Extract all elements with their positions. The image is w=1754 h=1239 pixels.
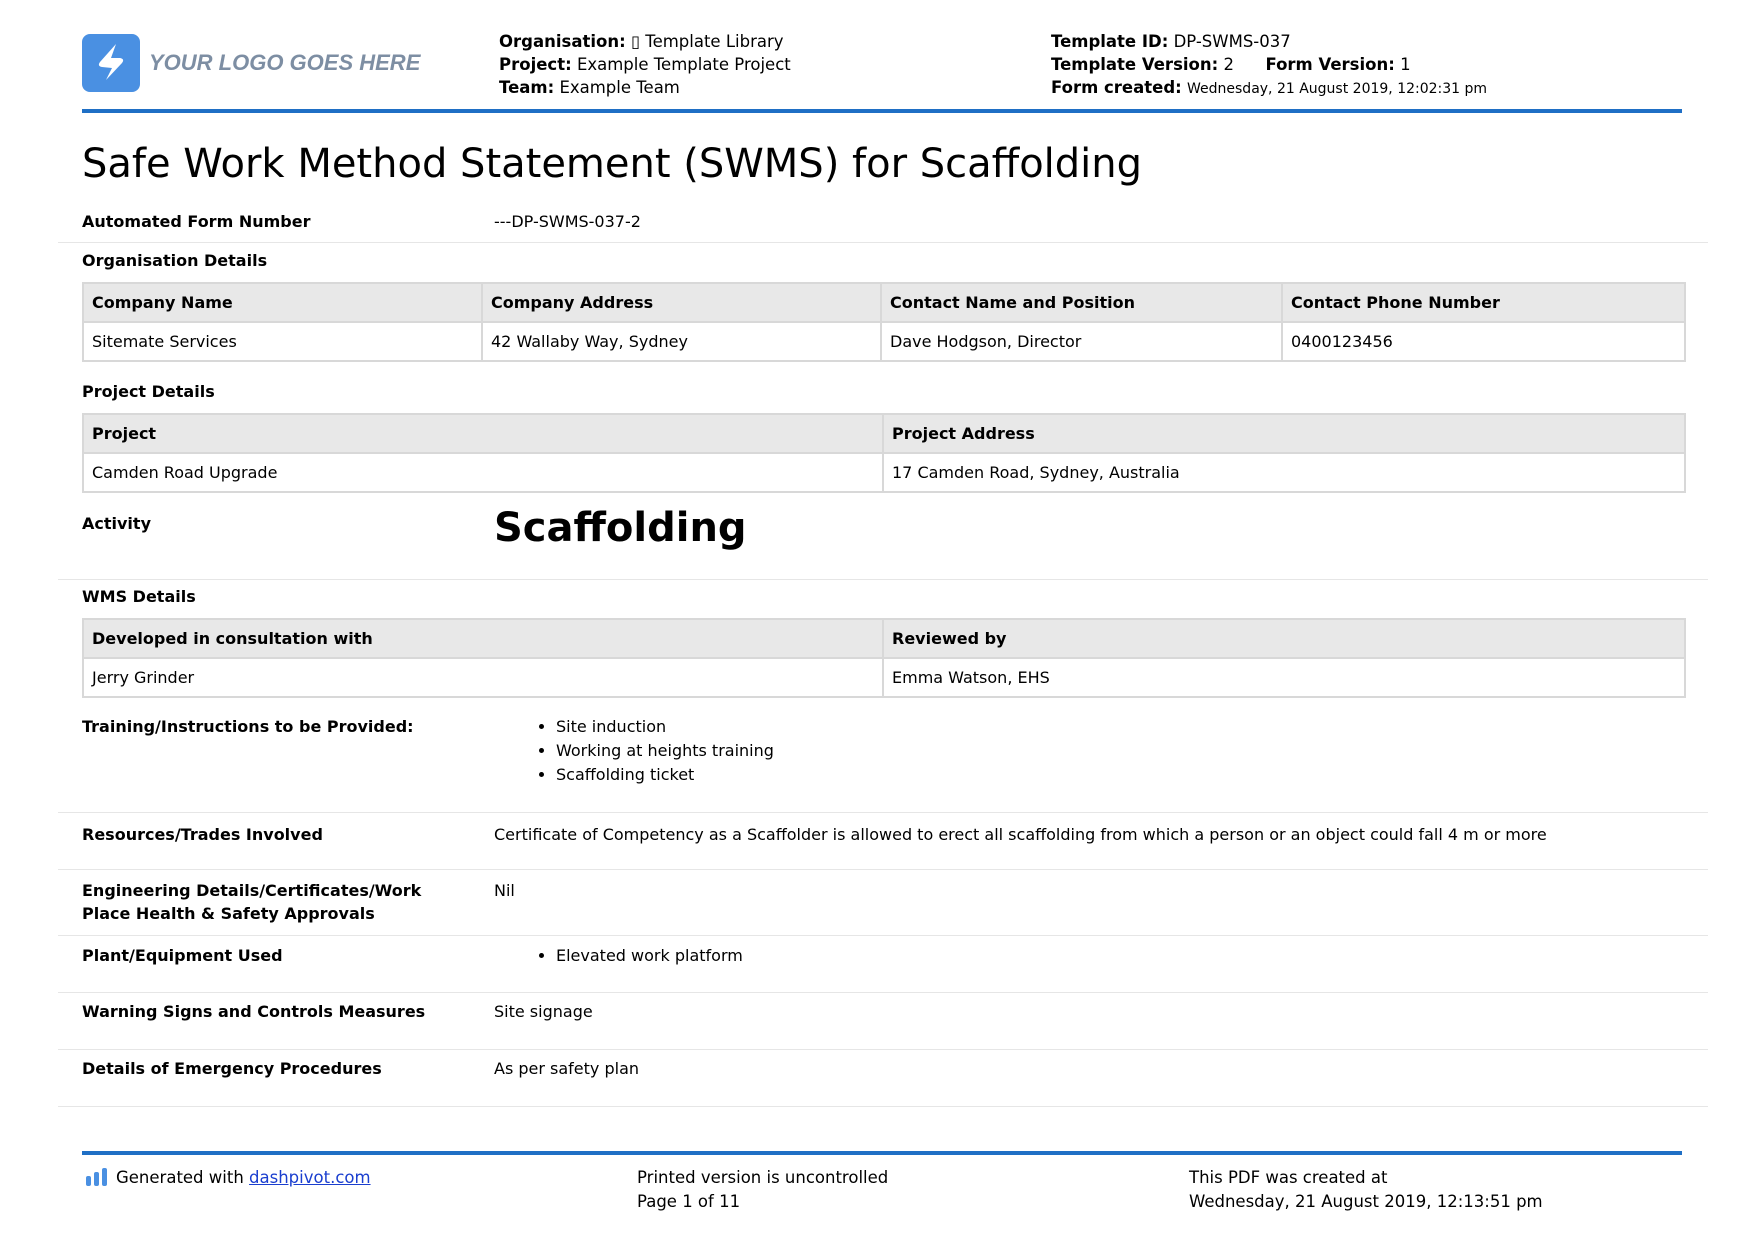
form-number-row [58,208,1708,243]
template-version-value: 2 [1223,55,1234,74]
footer-print-info [637,1166,888,1214]
plant-label: Plant/Equipment Used [82,946,283,965]
list-item: • Site induction [556,715,774,739]
warning-row [58,993,1708,1050]
engineering-label [82,879,421,925]
table-header-row [83,283,1685,322]
engineering-value: Nil [494,881,515,900]
contact-name-value: Dave Hodgson, Director [881,322,1282,361]
activity-label: Activity [82,514,151,533]
company-name-value: Sitemate Services [83,322,482,361]
logo-text: YOUR LOGO GOES HERE [149,50,421,75]
activity-row [58,505,1708,580]
reviewed-by-value: Emma Watson, EHS [883,658,1685,697]
generated-prefix: Generated with [116,1168,244,1187]
form-created-value: Wednesday, 21 August 2019, 12:02:31 pm [1187,81,1488,97]
document-header [82,28,1682,108]
project-value: Example Template Project [576,55,791,74]
page-number: Page 1 of 11 [637,1192,741,1211]
organisation-icon: ▯ [630,32,641,51]
project-details-table [82,413,1686,493]
resources-value: Certificate of Competency as a Scaffolder is allowed to erect all scaffolding from which a person or an object could fall 4 m or more [494,825,1547,844]
header-template-info [1051,30,1487,101]
organisation-label: Organisation: [499,32,626,51]
project-value: Camden Road Upgrade [83,453,883,492]
training-label: Training/Instructions to be Provided: [82,717,414,736]
list-item: • Scaffolding ticket [556,763,774,787]
header-divider [82,109,1682,113]
developed-with-header: Developed in consultation with [83,619,883,658]
activity-value: Scaffolding [494,505,747,551]
engineering-row [58,870,1708,936]
company-address-header: Company Address [482,283,881,322]
printed-line: Printed version is uncontrolled [637,1168,889,1187]
company-address-value: 42 Wallaby Way, Sydney [482,322,881,361]
form-created-label: Form created: [1051,78,1182,97]
organisation-details-label: Organisation Details [82,251,268,270]
contact-phone-header: Contact Phone Number [1282,283,1685,322]
table-row [83,453,1685,492]
plant-row [58,936,1708,993]
table-header-row [83,619,1685,658]
project-header: Project [83,414,883,453]
project-address-header: Project Address [883,414,1685,453]
created-line2: Wednesday, 21 August 2019, 12:13:51 pm [1189,1192,1543,1211]
resources-row [58,813,1708,870]
engineering-label-line1: Engineering Details/Certificates/Work [82,881,422,900]
form-version-value: 1 [1400,55,1411,74]
organisation-details-table [82,282,1686,362]
project-label: Project: [499,55,572,74]
resources-label: Resources/Trades Involved [82,825,323,844]
logo-icon [82,34,140,92]
form-number-value: ---DP-SWMS-037-2 [494,212,641,231]
header-organisation-info [499,30,791,99]
contact-phone-value: 0400123456 [1282,322,1685,361]
template-id-value: DP-SWMS-037 [1173,32,1291,51]
table-row [83,322,1685,361]
plant-list [516,944,743,968]
form-number-label: Automated Form Number [82,212,311,231]
table-row [83,658,1685,697]
emergency-label: Details of Emergency Procedures [82,1059,382,1078]
dashpivot-icon [86,1168,108,1193]
page-title: Safe Work Method Statement (SWMS) for Scaffolding [82,141,1143,187]
project-address-value: 17 Camden Road, Sydney, Australia [883,453,1685,492]
table-header-row [83,414,1685,453]
company-name-header: Company Name [83,283,482,322]
training-row [58,712,1708,813]
emergency-row [58,1050,1708,1107]
list-item: • Working at heights training [556,739,774,763]
project-details-label: Project Details [82,382,215,401]
organisation-value: Template Library [645,32,784,51]
team-label: Team: [499,78,555,97]
footer-generated [86,1166,371,1193]
warning-label: Warning Signs and Controls Measures [82,1002,426,1021]
team-value: Example Team [559,78,680,97]
template-id-label: Template ID: [1051,32,1169,51]
form-version-label: Form Version: [1265,55,1395,74]
engineering-label-line2: Place Health & Safety Approvals [82,904,375,923]
footer-divider [82,1151,1682,1155]
created-line1: This PDF was created at [1189,1168,1388,1187]
reviewed-by-header: Reviewed by [883,619,1685,658]
list-item: • Elevated work platform [556,944,743,968]
footer-created-info [1189,1166,1543,1214]
wms-details-label: WMS Details [82,587,196,606]
contact-name-header: Contact Name and Position [881,283,1282,322]
developed-with-value: Jerry Grinder [83,658,883,697]
dashpivot-link[interactable]: dashpivot.com [249,1168,371,1187]
warning-value: Site signage [494,1002,593,1021]
wms-details-table [82,618,1686,698]
emergency-value: As per safety plan [494,1059,640,1078]
training-list [516,715,774,787]
template-version-label: Template Version: [1051,55,1219,74]
